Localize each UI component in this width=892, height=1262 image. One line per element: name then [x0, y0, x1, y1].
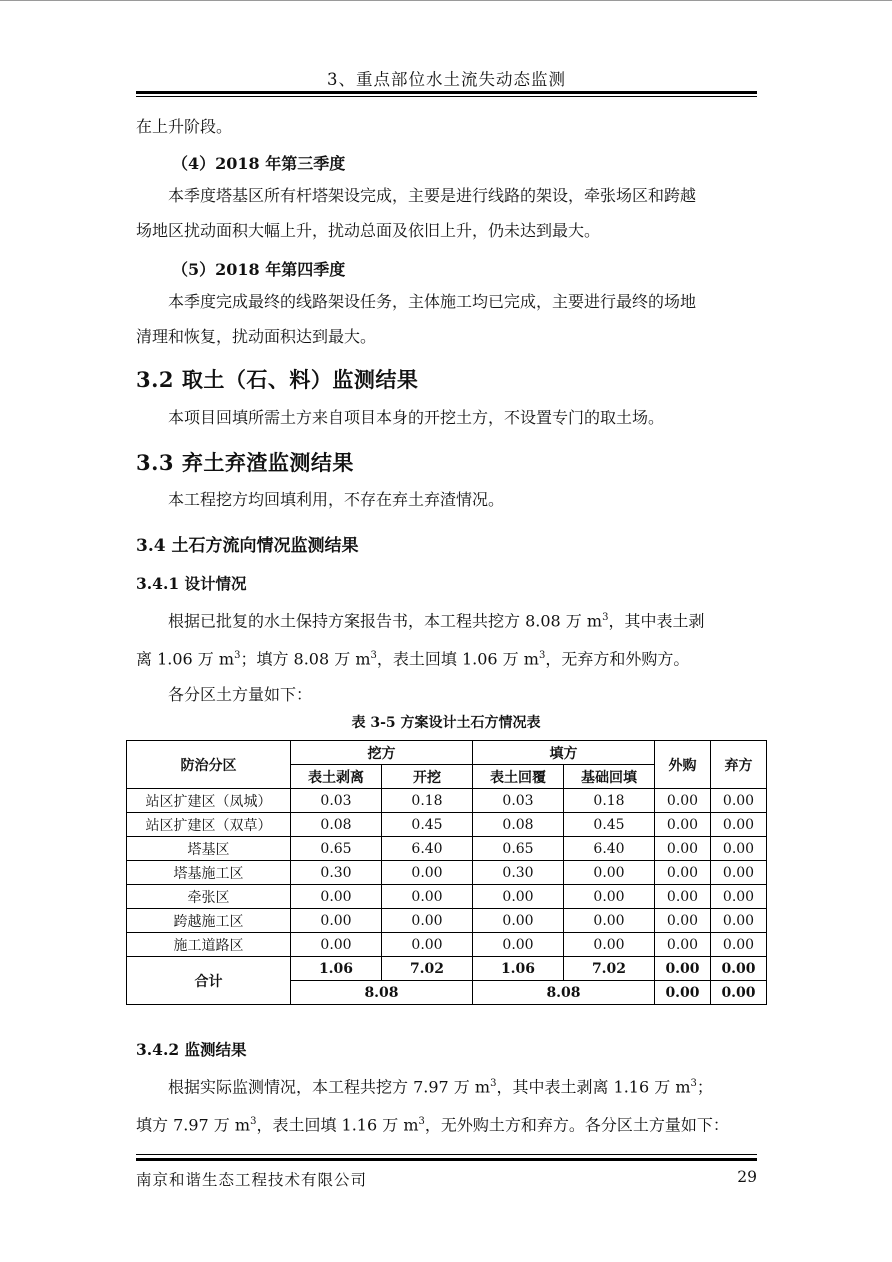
total-cell: 0.00 [711, 981, 767, 1005]
value-cell: 0.00 [473, 933, 564, 957]
value-cell: 0.00 [711, 885, 767, 909]
value-cell: 0.03 [291, 789, 382, 813]
section-3-2-heading: 3.2 取土（石、料）监测结果 [136, 367, 419, 392]
header-rule-thick [136, 91, 757, 94]
zone-cell: 站区扩建区（双草） [127, 813, 291, 837]
value-cell: 0.18 [564, 789, 655, 813]
section-3-4-2-heading: 3.4.2 监测结果 [136, 1040, 247, 1059]
total-label: 合计 [127, 957, 291, 1005]
zone-cell: 跨越施工区 [127, 909, 291, 933]
table-row [127, 837, 767, 861]
value-cell: 0.08 [473, 813, 564, 837]
design-line-3: 各分区土方量如下： [168, 684, 313, 704]
header-base-fill: 基础回填 [564, 765, 655, 789]
table-row [127, 861, 767, 885]
value-cell: 0.00 [382, 909, 473, 933]
earthwork-table [126, 740, 767, 1005]
table-caption: 表 3-5 方案设计土石方情况表 [351, 715, 541, 731]
total-cell: 0.00 [655, 957, 711, 981]
q4-line-1: 本季度完成最终的线路架设任务，主体施工均已完成，主要进行最终的场地 [168, 292, 697, 311]
total-cell: 1.06 [291, 957, 382, 981]
table-header-row-1 [127, 741, 767, 765]
header-rule-thin [136, 96, 757, 97]
value-cell: 0.00 [655, 837, 711, 861]
q3-line-1: 本季度塔基区所有杆塔架设完成，主要是进行线路的架设，牵张场区和跨越 [168, 186, 697, 205]
header-purchase: 外购 [655, 741, 711, 789]
section-3-3-text: 本工程挖方均回填利用，不存在弃土弃渣情况。 [168, 490, 505, 509]
value-cell: 0.08 [291, 813, 382, 837]
value-cell: 0.45 [382, 813, 473, 837]
value-cell: 0.00 [711, 909, 767, 933]
value-cell: 0.00 [655, 789, 711, 813]
total-cell: 7.02 [382, 957, 473, 981]
page-number: 29 [737, 1168, 757, 1186]
zone-cell: 牵张区 [127, 885, 291, 909]
table-row [127, 933, 767, 957]
table-row [127, 789, 767, 813]
value-cell: 0.00 [473, 909, 564, 933]
design-line-2: 离 1.06 万 $m^3$；填方 8.08 万 $m^3$，表土回填 1.06 万 $m^3$，无弃方和外购方。 [136, 649, 690, 669]
value-cell: 0.00 [711, 837, 767, 861]
monitoring-line-1: 根据实际监测情况，本工程共挖方 7.97 万 $m^3$，其中表土剥离 1.16 万 $m^3$； [168, 1077, 713, 1097]
total-cell: 0.00 [655, 981, 711, 1005]
design-paragraph [136, 600, 757, 712]
value-cell: 0.00 [655, 909, 711, 933]
q3-paragraph [136, 178, 757, 248]
q3-heading: （4）2018 年第三季度 [172, 154, 346, 173]
value-cell: 0.45 [564, 813, 655, 837]
section-3-3-heading: 3.3 弃土弃渣监测结果 [136, 450, 354, 475]
section-3-4-1-heading: 3.4.1 设计情况 [136, 574, 247, 593]
value-cell: 0.00 [473, 885, 564, 909]
footer-rule-thin [136, 1154, 757, 1155]
zone-cell: 塔基施工区 [127, 861, 291, 885]
value-cell: 0.00 [291, 933, 382, 957]
value-cell: 0.00 [382, 933, 473, 957]
value-cell: 0.00 [291, 909, 382, 933]
total-row-1 [127, 957, 767, 981]
value-cell: 0.00 [564, 933, 655, 957]
value-cell: 0.00 [564, 909, 655, 933]
value-cell: 6.40 [382, 837, 473, 861]
value-cell: 0.00 [711, 813, 767, 837]
q4-line-2: 清理和恢复，扰动面积达到最大。 [136, 327, 377, 346]
monitoring-line-2: 填方 7.97 万 $m^3$，表土回填 1.16 万 $m^3$，无外购土方和弃方。各分区土方量如下： [136, 1115, 729, 1135]
value-cell: 0.00 [655, 813, 711, 837]
total-excavation-cell: 8.08 [291, 981, 473, 1005]
value-cell: 0.30 [473, 861, 564, 885]
header-topsoil-strip: 表土剥离 [291, 765, 382, 789]
table-row [127, 813, 767, 837]
header-waste: 弃方 [711, 741, 767, 789]
total-cell: 7.02 [564, 957, 655, 981]
value-cell: 0.00 [711, 861, 767, 885]
value-cell: 0.65 [473, 837, 564, 861]
value-cell: 0.00 [564, 861, 655, 885]
total-cell: 1.06 [473, 957, 564, 981]
header-excavation: 挖方 [291, 741, 473, 765]
header-excavate: 开挖 [382, 765, 473, 789]
table-row [127, 909, 767, 933]
footer-company: 南京和谐生态工程技术有限公司 [136, 1171, 368, 1189]
continued-paragraph: 在上升阶段。 [136, 117, 233, 136]
table-row [127, 885, 767, 909]
header-zone: 防治分区 [127, 741, 291, 789]
total-fill-cell: 8.08 [473, 981, 655, 1005]
value-cell: 0.00 [655, 933, 711, 957]
value-cell: 0.00 [655, 861, 711, 885]
value-cell: 0.00 [711, 933, 767, 957]
value-cell: 0.00 [711, 789, 767, 813]
value-cell: 0.30 [291, 861, 382, 885]
q4-heading: （5）2018 年第四季度 [172, 260, 346, 279]
total-cell: 0.00 [711, 957, 767, 981]
value-cell: 0.18 [382, 789, 473, 813]
section-3-2-text: 本项目回填所需土方来自项目本身的开挖土方，不设置专门的取土场。 [168, 408, 665, 427]
q4-paragraph [136, 284, 757, 354]
header-topsoil-cover: 表土回覆 [473, 765, 564, 789]
page-top-border [0, 0, 892, 1]
value-cell: 0.00 [655, 885, 711, 909]
value-cell: 0.00 [382, 861, 473, 885]
footer-rule-thick [136, 1158, 757, 1161]
zone-cell: 站区扩建区（凤城） [127, 789, 291, 813]
value-cell: 0.65 [291, 837, 382, 861]
value-cell: 0.00 [382, 885, 473, 909]
value-cell: 0.00 [291, 885, 382, 909]
zone-cell: 塔基区 [127, 837, 291, 861]
running-header: 3、重点部位水土流失动态监测 [327, 70, 566, 89]
zone-cell: 施工道路区 [127, 933, 291, 957]
q3-line-2: 场地区扰动面积大幅上升，扰动总面及依旧上升，仍未达到最大。 [136, 221, 601, 240]
section-3-4-heading: 3.4 土石方流向情况监测结果 [136, 536, 359, 556]
header-fill: 填方 [473, 741, 655, 765]
design-line-1: 根据已批复的水土保持方案报告书，本工程共挖方 8.08 万 $m^3$，其中表土剥 [168, 611, 705, 631]
value-cell: 0.00 [564, 885, 655, 909]
monitoring-paragraph [136, 1066, 757, 1143]
value-cell: 6.40 [564, 837, 655, 861]
value-cell: 0.03 [473, 789, 564, 813]
